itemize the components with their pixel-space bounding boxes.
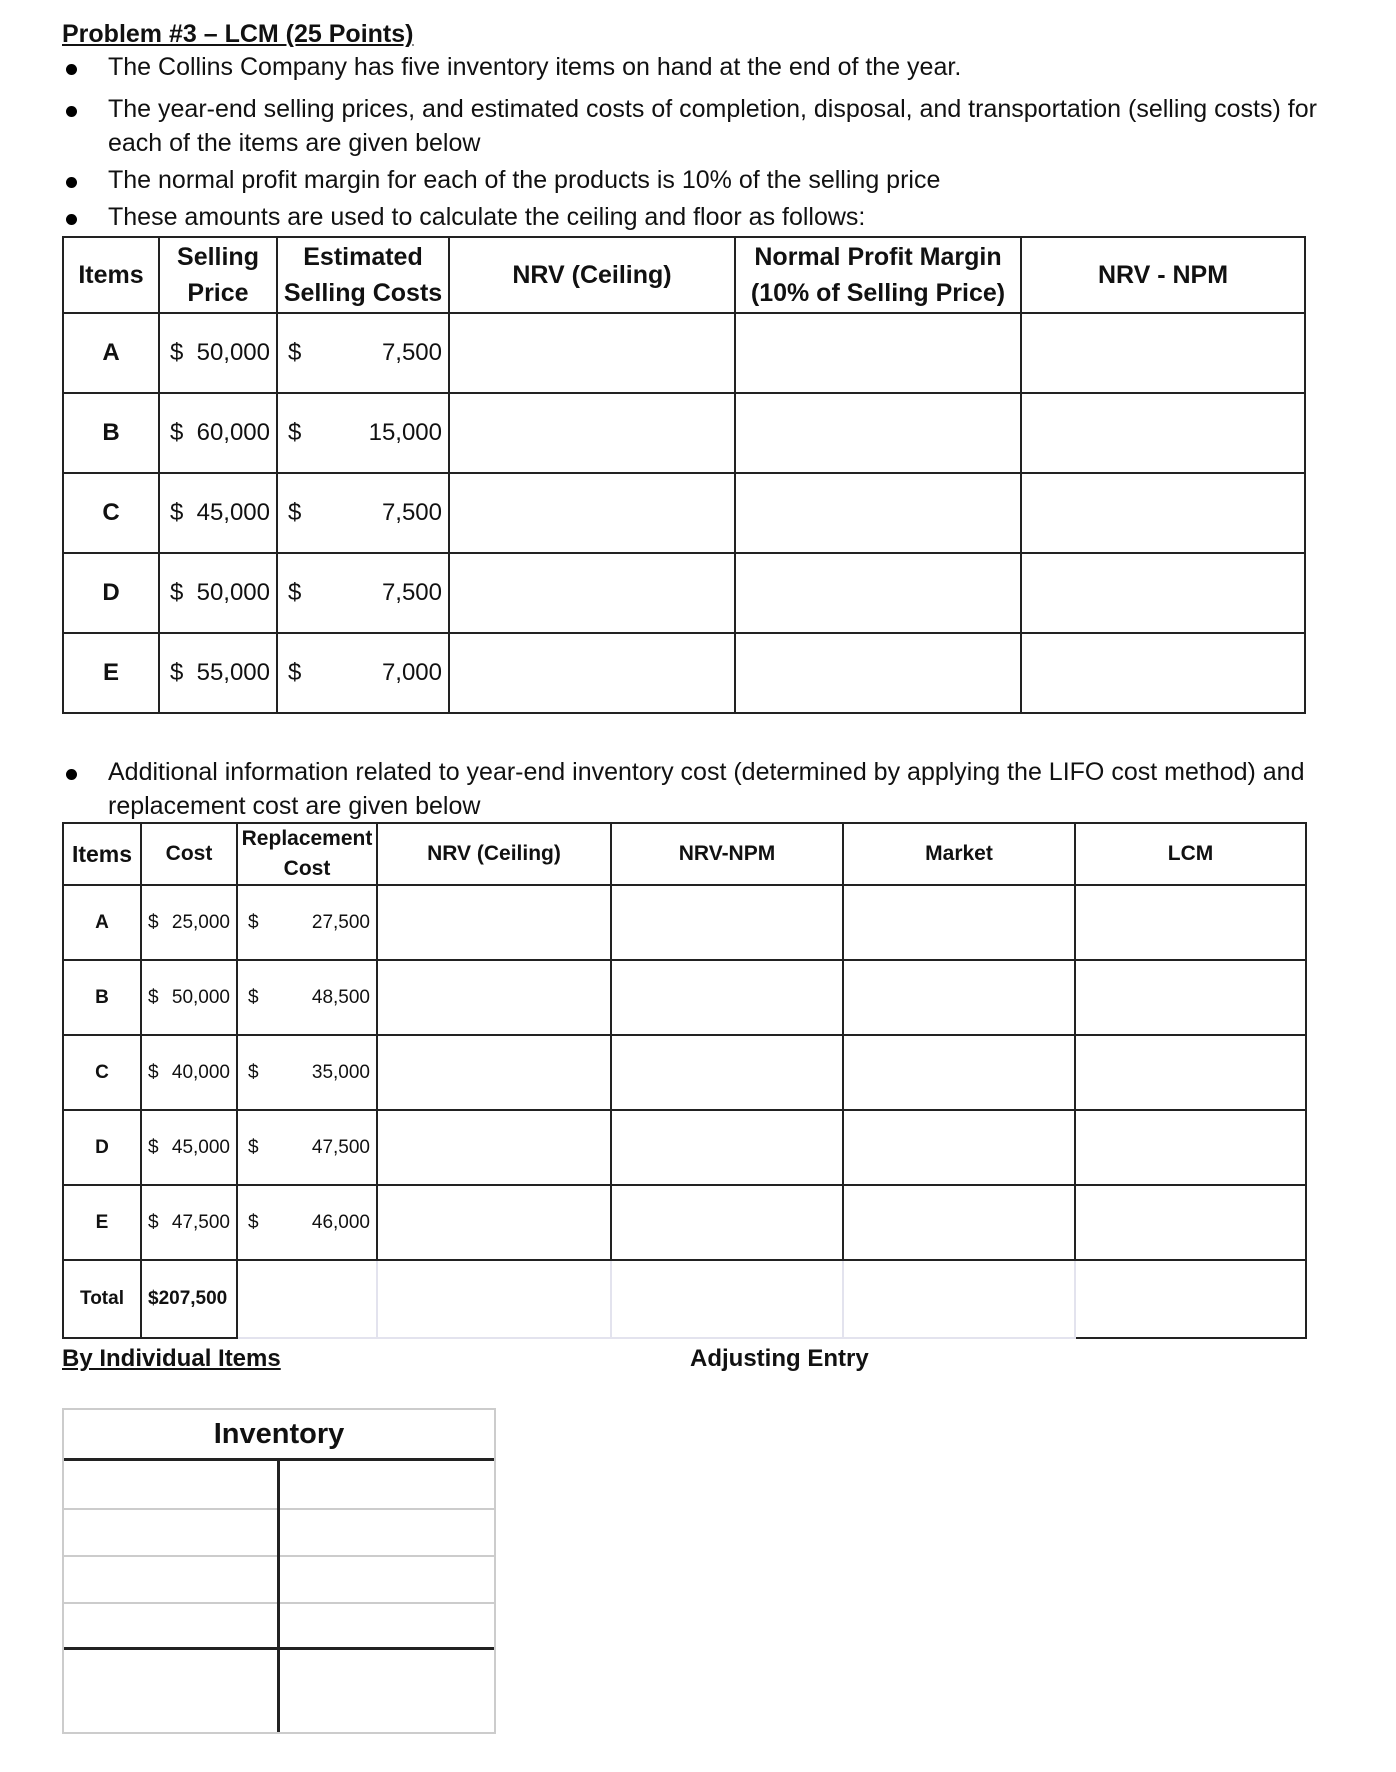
inventory-title: Inventory xyxy=(213,1418,345,1450)
header-lcm: LCM xyxy=(1075,823,1306,885)
nrv-input-cell[interactable] xyxy=(449,393,735,473)
market-input-cell[interactable] xyxy=(843,885,1075,960)
debit-side[interactable] xyxy=(64,1460,276,1646)
nrv-npm-input-cell[interactable] xyxy=(1021,393,1305,473)
npm-input-cell[interactable] xyxy=(735,313,1021,393)
header-nrv-npm: NRV - NPM xyxy=(1021,237,1305,313)
npm-input-cell[interactable] xyxy=(735,633,1021,713)
problem-title: Problem #3 – LCM (25 Points) xyxy=(62,20,414,48)
header-market: Market xyxy=(843,823,1075,885)
adjusting-entry-heading: Adjusting Entry xyxy=(690,1345,869,1372)
empty-cell xyxy=(377,1260,611,1338)
table-row xyxy=(63,473,1305,553)
bullet-dot xyxy=(66,64,77,75)
cost-cell: $ 25,000 xyxy=(141,885,237,960)
lcm-table xyxy=(62,822,1307,1339)
item-label: B xyxy=(63,960,141,1035)
table-row xyxy=(63,313,1305,393)
replacement-cost-cell: $ 46,000 xyxy=(237,1185,377,1260)
nrv-npm-input-cell[interactable] xyxy=(611,1185,843,1260)
nrv-npm-input-cell[interactable] xyxy=(1021,313,1305,393)
replacement-cost-cell: $ 27,500 xyxy=(237,885,377,960)
cost-cell: $ 40,000 xyxy=(141,1035,237,1110)
nrv-input-cell[interactable] xyxy=(377,1110,611,1185)
market-input-cell[interactable] xyxy=(843,960,1075,1035)
table-row xyxy=(63,1185,1306,1260)
lcm-input-cell[interactable] xyxy=(1075,1110,1306,1185)
bullet-dot xyxy=(66,106,77,117)
table-row xyxy=(63,885,1306,960)
header-replacement-cost: Replacement Cost xyxy=(237,823,377,885)
selling-price-cell: $ 45,000 xyxy=(159,473,277,553)
header-cost: Cost xyxy=(141,823,237,885)
nrv-input-cell[interactable] xyxy=(449,633,735,713)
lcm-input-cell[interactable] xyxy=(1075,1185,1306,1260)
header-nrv: NRV (Ceiling) xyxy=(449,237,735,313)
nrv-npm-input-cell[interactable] xyxy=(1021,633,1305,713)
npm-input-cell[interactable] xyxy=(735,553,1021,633)
nrv-table xyxy=(62,236,1306,714)
header-items: Items xyxy=(63,237,159,313)
selling-cost-cell: $ 15,000 xyxy=(277,393,449,473)
nrv-npm-input-cell[interactable] xyxy=(1021,473,1305,553)
nrv-input-cell[interactable] xyxy=(449,473,735,553)
selling-price-cell: $ 60,000 xyxy=(159,393,277,473)
lcm-total-input-cell[interactable] xyxy=(1075,1260,1306,1338)
header-estimated-selling-costs: Estimated Selling Costs xyxy=(277,237,449,313)
total-row xyxy=(63,1260,1306,1338)
item-label: A xyxy=(63,313,159,393)
empty-cell xyxy=(237,1260,377,1338)
selling-price-cell: $ 50,000 xyxy=(159,313,277,393)
nrv-input-cell[interactable] xyxy=(377,960,611,1035)
table-row xyxy=(63,1110,1306,1185)
table-header-row xyxy=(63,823,1306,885)
cost-cell: $ 45,000 xyxy=(141,1110,237,1185)
item-label: C xyxy=(63,1035,141,1110)
selling-cost-cell: $ 7,500 xyxy=(277,313,449,393)
total-label: Total xyxy=(63,1260,141,1338)
bullet-dot xyxy=(66,214,77,225)
nrv-npm-input-cell[interactable] xyxy=(611,960,843,1035)
cost-cell: $ 50,000 xyxy=(141,960,237,1035)
table-header-row xyxy=(63,237,1305,313)
nrv-input-cell[interactable] xyxy=(377,1035,611,1110)
cost-cell: $ 47,500 xyxy=(141,1185,237,1260)
item-label: D xyxy=(63,1110,141,1185)
item-label: E xyxy=(63,1185,141,1260)
replacement-cost-cell: $ 47,500 xyxy=(237,1110,377,1185)
by-individual-items-heading: By Individual Items xyxy=(62,1345,281,1372)
total-cost-value: $207,500 xyxy=(141,1260,237,1338)
nrv-input-cell[interactable] xyxy=(449,313,735,393)
header-nrv-npm: NRV-NPM xyxy=(611,823,843,885)
lcm-input-cell[interactable] xyxy=(1075,960,1306,1035)
selling-price-cell: $ 55,000 xyxy=(159,633,277,713)
market-input-cell[interactable] xyxy=(843,1110,1075,1185)
table-row xyxy=(63,633,1305,713)
item-label: A xyxy=(63,885,141,960)
item-label: E xyxy=(63,633,159,713)
selling-cost-cell: $ 7,500 xyxy=(277,473,449,553)
header-nrv: NRV (Ceiling) xyxy=(377,823,611,885)
header-selling-price: Selling Price xyxy=(159,237,277,313)
table-row xyxy=(63,553,1305,633)
nrv-npm-input-cell[interactable] xyxy=(611,1035,843,1110)
bullet-dot xyxy=(66,177,77,188)
market-input-cell[interactable] xyxy=(843,1185,1075,1260)
npm-input-cell[interactable] xyxy=(735,393,1021,473)
nrv-input-cell[interactable] xyxy=(377,885,611,960)
bullet-dot xyxy=(66,769,77,780)
nrv-input-cell[interactable] xyxy=(449,553,735,633)
selling-cost-cell: $ 7,500 xyxy=(277,553,449,633)
item-label: B xyxy=(63,393,159,473)
npm-input-cell[interactable] xyxy=(735,473,1021,553)
selling-price-cell: $ 50,000 xyxy=(159,553,277,633)
nrv-npm-input-cell[interactable] xyxy=(1021,553,1305,633)
empty-cell xyxy=(611,1260,843,1338)
nrv-npm-input-cell[interactable] xyxy=(611,1110,843,1185)
nrv-input-cell[interactable] xyxy=(377,1185,611,1260)
table-row xyxy=(63,393,1305,473)
header-normal-profit-margin: Normal Profit Margin (10% of Selling Price) xyxy=(735,237,1021,313)
lcm-input-cell[interactable] xyxy=(1075,885,1306,960)
header-items: Items xyxy=(63,823,141,885)
item-label: D xyxy=(63,553,159,633)
lcm-input-cell[interactable] xyxy=(1075,1035,1306,1110)
table-row xyxy=(63,960,1306,1035)
market-input-cell[interactable] xyxy=(843,1035,1075,1110)
replacement-cost-cell: $ 35,000 xyxy=(237,1035,377,1110)
empty-cell xyxy=(843,1260,1075,1338)
replacement-cost-cell: $ 48,500 xyxy=(237,960,377,1035)
item-label: C xyxy=(63,473,159,553)
selling-cost-cell: $ 7,000 xyxy=(277,633,449,713)
nrv-npm-input-cell[interactable] xyxy=(611,885,843,960)
table-row xyxy=(63,1035,1306,1110)
inventory-t-account xyxy=(62,1408,496,1734)
credit-side[interactable] xyxy=(280,1460,492,1646)
